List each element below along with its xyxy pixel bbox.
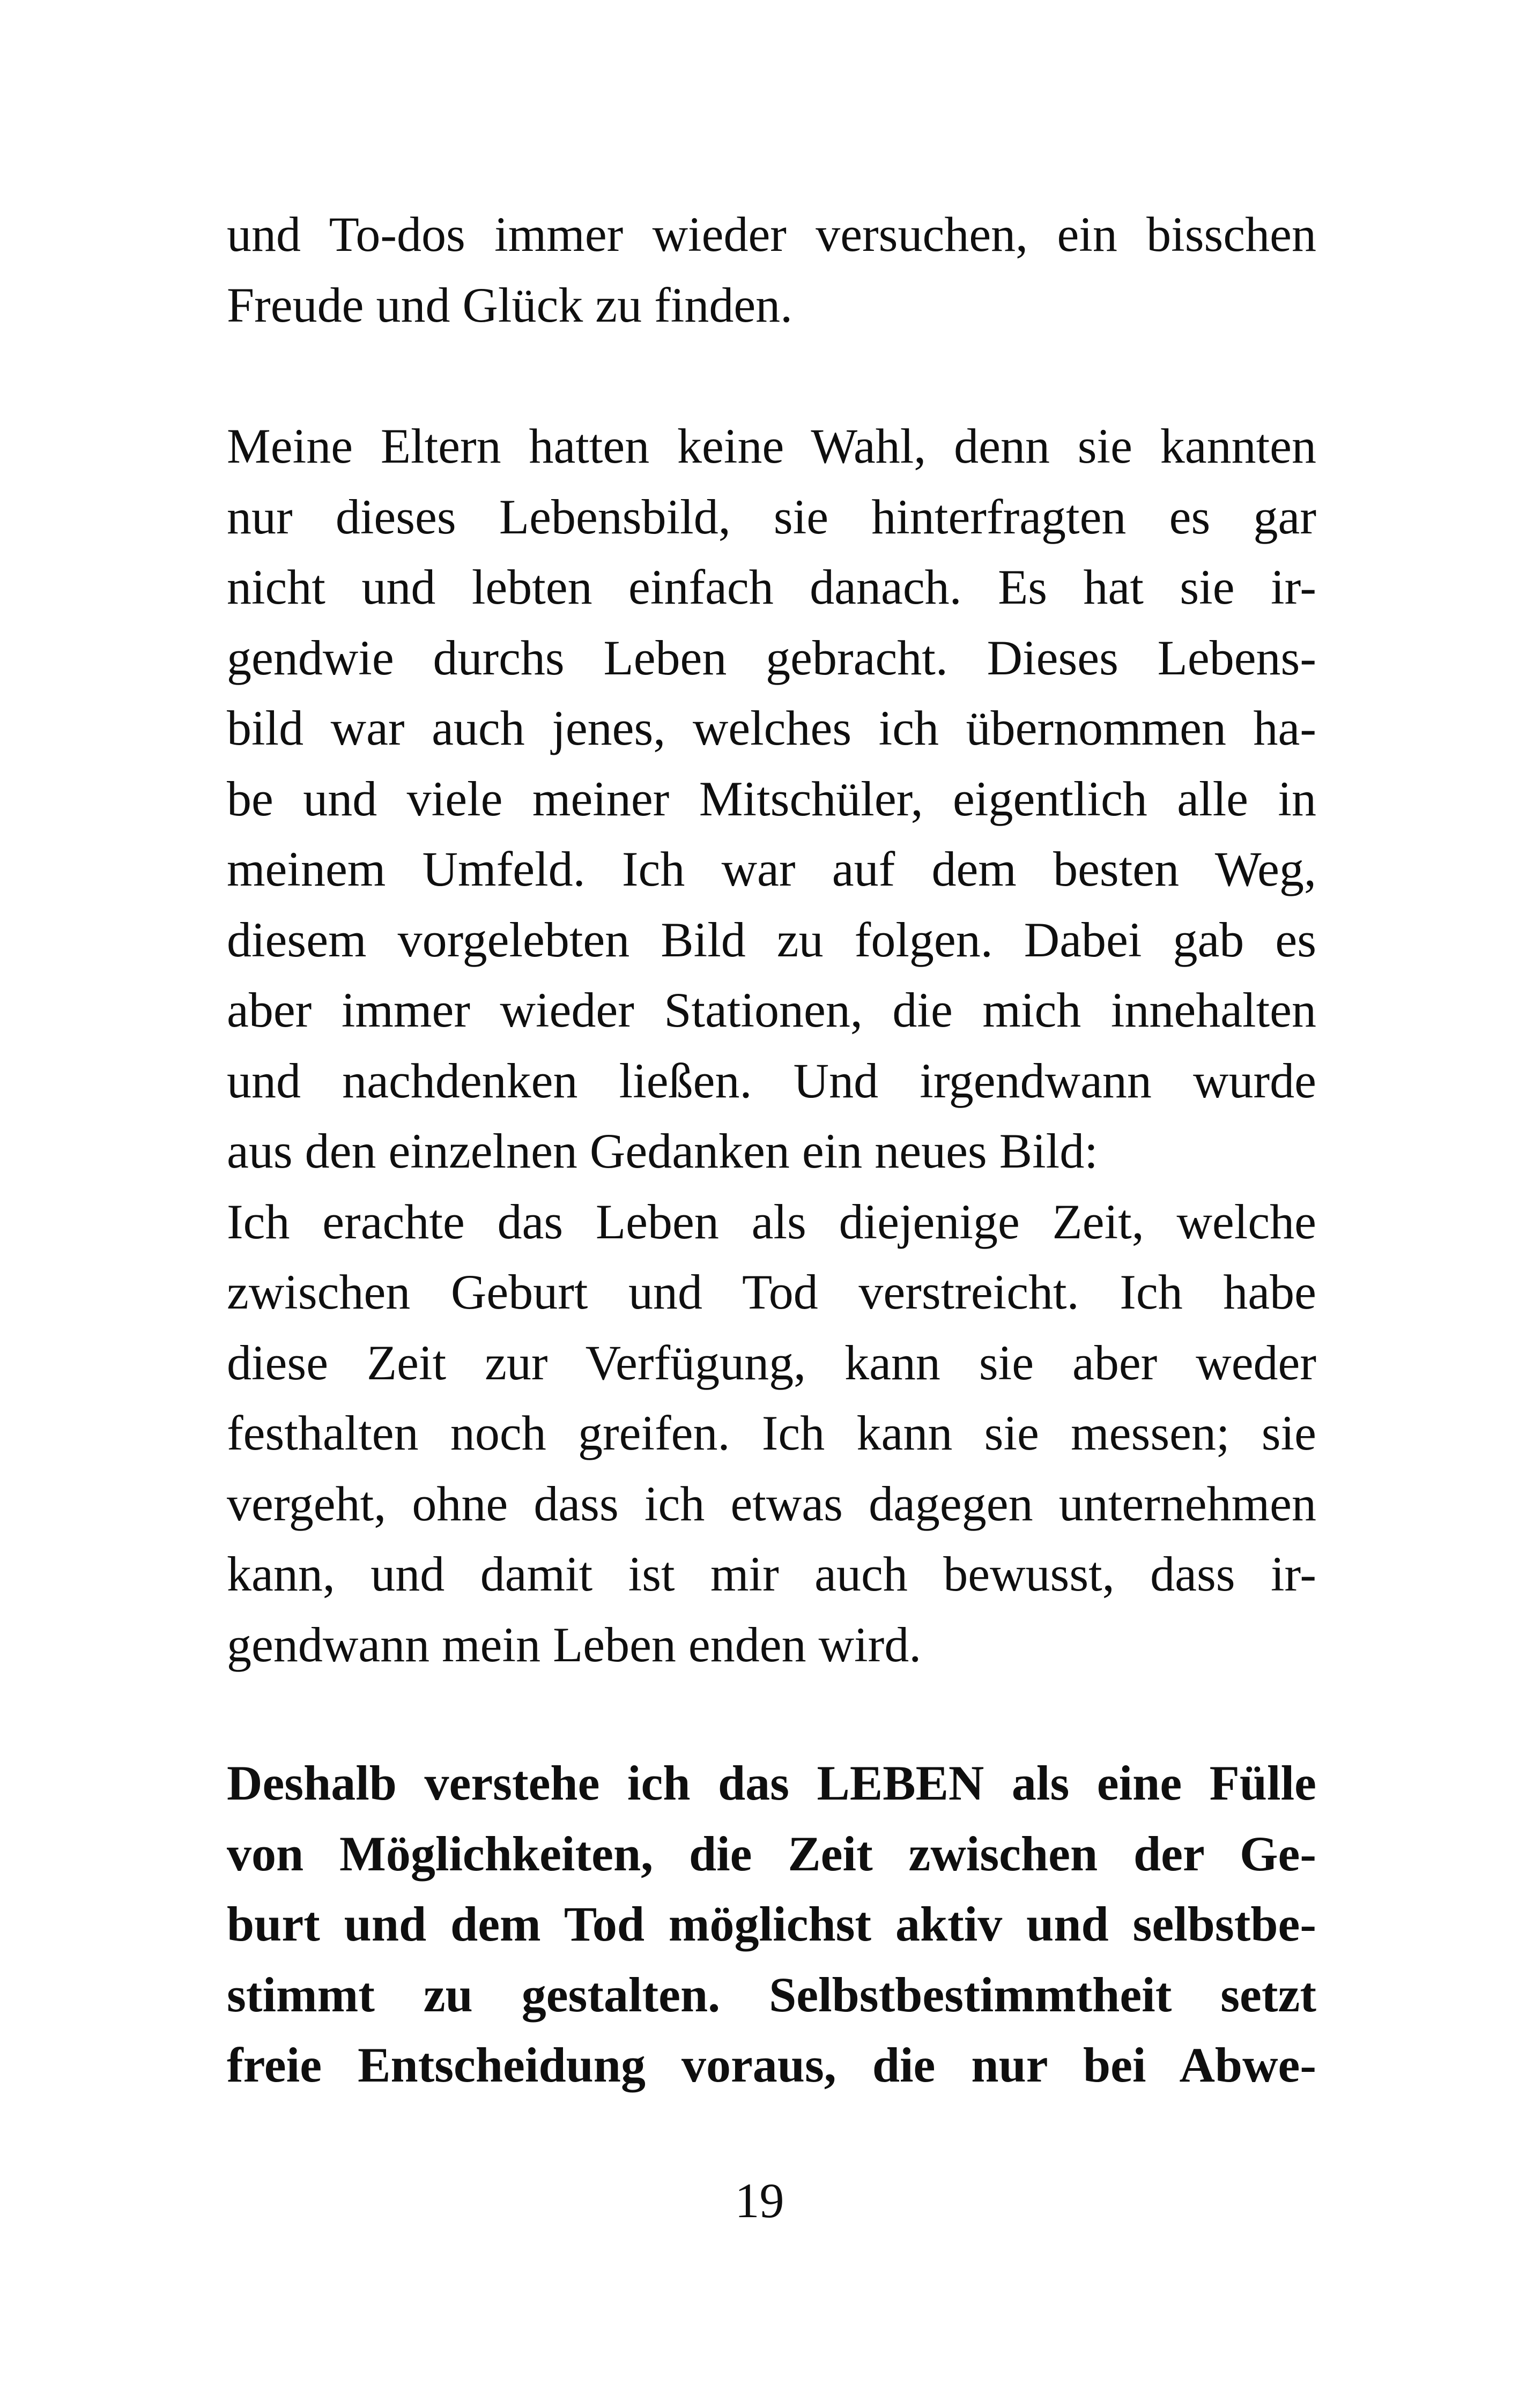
text-line: be und viele meiner Mitschüler, eigentlich alle in <box>227 771 1316 826</box>
paragraph-3-bold <box>227 1748 1316 2101</box>
text-line: aber immer wieder Stationen, die mich innehalten <box>227 983 1316 1037</box>
text-line: Ich erachte das Leben als diejenige Zeit, welche <box>227 1194 1316 1249</box>
text-line: und To-dos immer wieder versuchen, ein bisschen <box>227 207 1316 262</box>
text-line: von Möglichkeiten, die Zeit zwischen der Ge- <box>227 1826 1316 1881</box>
text-line: gendwie durchs Leben gebracht. Dieses Lebens- <box>227 630 1316 685</box>
text-line: burt und dem Tod möglichst aktiv und selbstbe- <box>227 1897 1316 1951</box>
text-line: Deshalb verstehe ich das LEBEN als eine Fülle <box>227 1756 1316 1810</box>
text-line: nur dieses Lebensbild, sie hinterfragten es gar <box>227 489 1316 544</box>
text-line: zwischen Geburt und Tod verstreicht. Ich habe <box>227 1265 1316 1319</box>
text-line: Meine Eltern hatten keine Wahl, denn sie kannten <box>227 419 1316 473</box>
paragraph-1 <box>227 199 1316 340</box>
text-line: kann, und damit ist mir auch bewusst, dass ir- <box>227 1547 1316 1601</box>
text-line: bild war auch jenes, welches ich übernommen ha- <box>227 701 1316 755</box>
text-line: festhalten noch greifen. Ich kann sie messen; sie <box>227 1406 1316 1460</box>
text-line: meinem Umfeld. Ich war auf dem besten Weg, <box>227 842 1316 896</box>
text-line: vergeht, ohne dass ich etwas dagegen unternehmen <box>227 1476 1316 1531</box>
text-line: stimmt zu gestalten. Selbstbestimmtheit setzt <box>227 1967 1316 2022</box>
text-line: aus den einzelnen Gedanken ein neues Bild: <box>227 1124 1098 1178</box>
text-line: Freude und Glück zu finden. <box>227 277 793 332</box>
page-number: 19 <box>735 2173 784 2228</box>
paragraph-2 <box>227 411 1316 1680</box>
text-line: diesem vorgelebten Bild zu folgen. Dabei gab es <box>227 912 1316 967</box>
text-line: freie Entscheidung voraus, die nur bei Abwe- <box>227 2038 1316 2092</box>
text-line: nicht und lebten einfach danach. Es hat sie ir- <box>227 560 1316 614</box>
text-line: und nachdenken ließen. Und irgendwann wurde <box>227 1053 1316 1108</box>
text-line: gendwann mein Leben enden wird. <box>227 1617 922 1672</box>
text-line: diese Zeit zur Verfügung, kann sie aber weder <box>227 1335 1316 1390</box>
